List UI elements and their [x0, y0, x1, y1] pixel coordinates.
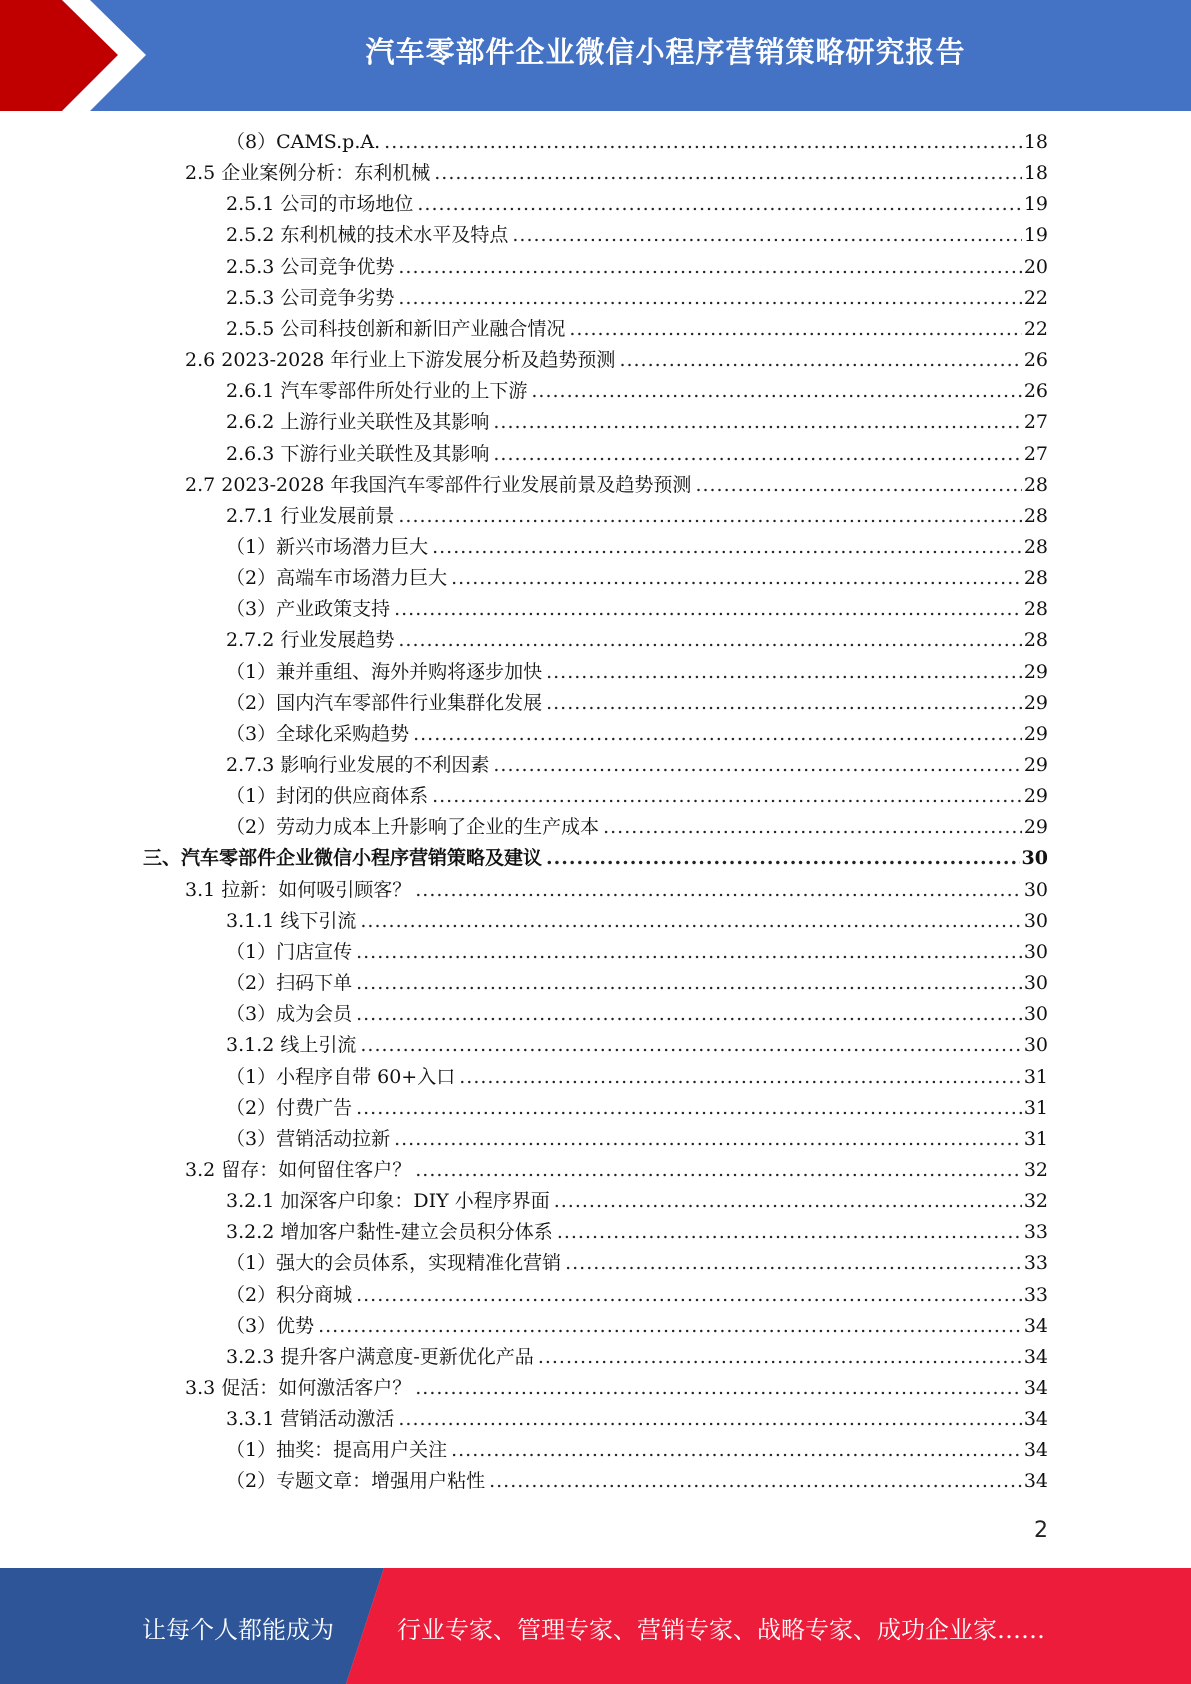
toc-entry-page: 19 — [1023, 193, 1048, 216]
toc-leader-dots — [417, 189, 1021, 220]
toc-entry[interactable] — [185, 345, 1048, 376]
toc-leader-dots — [394, 1124, 1022, 1155]
toc-entry[interactable] — [226, 314, 1048, 345]
toc-entry[interactable] — [226, 252, 1048, 283]
toc-entry-title: （8）CAMS.p.A. — [226, 131, 381, 153]
toc-entry-title: 2.7 2023-2028 年我国汽车零部件行业发展前景及趋势预测 — [185, 473, 692, 496]
toc-leader-dots — [415, 1373, 1022, 1404]
toc-entry[interactable] — [226, 1248, 1048, 1279]
toc-entry-title: 3.1 拉新：如何吸引顾客？ — [185, 878, 412, 901]
toc-entry[interactable] — [226, 1404, 1048, 1435]
toc-entry-title: （2）劳动力成本上升影响了企业的生产成本 — [226, 816, 600, 839]
toc-entry[interactable] — [226, 1311, 1048, 1342]
toc-entry-page: 20 — [1023, 255, 1048, 278]
toc-entry-page: 30 — [1023, 909, 1048, 932]
toc-leader-dots — [512, 220, 1021, 251]
toc-entry-title: 2.7.3 影响行业发展的不利因素 — [226, 754, 490, 776]
toc-entry[interactable] — [226, 1186, 1048, 1217]
toc-entry[interactable] — [226, 906, 1048, 937]
toc-leader-dots — [538, 1342, 1022, 1373]
toc-entry-title: 2.5.2 东利机械的技术水平及特点 — [226, 224, 509, 247]
toc-entry[interactable] — [226, 937, 1048, 968]
toc-entry-title: （2）高端车市场潜力巨大 — [226, 567, 448, 590]
toc-leader-dots — [384, 127, 1022, 158]
toc-entry[interactable] — [185, 158, 1048, 189]
toc-entry-page: 33 — [1023, 1252, 1048, 1275]
toc-entry-page: 26 — [1023, 380, 1048, 403]
toc-entry-page: 30 — [1023, 940, 1048, 963]
toc-entry-page: 30 — [1021, 847, 1048, 870]
toc-entry-title: 3.1.2 线上引流 — [226, 1034, 357, 1057]
toc-entry-title: （2）扫码下单 — [226, 972, 353, 995]
toc-leader-dots — [619, 345, 1021, 376]
toc-entry[interactable] — [226, 439, 1048, 470]
toc-entry[interactable] — [226, 594, 1048, 625]
toc-leader-dots — [394, 594, 1022, 625]
toc-leader-dots — [398, 625, 1021, 656]
footer-slogan-right: 行业专家、管理专家、营销专家、战略专家、成功企业家…… — [397, 1616, 1045, 1644]
toc-entry[interactable] — [226, 189, 1048, 220]
toc-entry-page: 28 — [1023, 473, 1048, 496]
toc-entry-title: （2）专题文章：增强用户粘性 — [226, 1470, 486, 1493]
toc-entry[interactable] — [185, 470, 1048, 501]
toc-entry-title: 2.5.3 公司竞争优势 — [226, 255, 395, 278]
toc-entry[interactable] — [226, 1062, 1048, 1093]
toc-entry[interactable] — [226, 1280, 1048, 1311]
toc-entry-page: 29 — [1023, 816, 1048, 839]
toc-leader-dots — [356, 999, 1022, 1030]
toc-entry[interactable] — [226, 968, 1048, 999]
toc-entry[interactable] — [226, 563, 1048, 594]
toc-entry-page: 19 — [1023, 224, 1048, 247]
report-title: 汽车零部件企业微信小程序营销策略研究报告 — [365, 35, 966, 69]
toc-entry-page: 29 — [1023, 660, 1048, 683]
toc-leader-dots — [603, 812, 1022, 843]
footer-slogan-left: 让每个人都能成为 — [142, 1616, 334, 1644]
toc-entry-title: （1）强大的会员体系，实现精准化营销 — [226, 1252, 562, 1275]
page-number: 2 — [1034, 1518, 1048, 1543]
toc-entry[interactable] — [226, 1342, 1048, 1373]
toc-leader-dots — [360, 906, 1021, 937]
toc-entry[interactable] — [226, 719, 1048, 750]
toc-entry-page: 31 — [1023, 1127, 1048, 1150]
toc-entry-page: 28 — [1023, 504, 1048, 527]
toc-entry-title: （1）小程序自带 60+入口 — [226, 1065, 456, 1088]
toc-entry-page: 33 — [1023, 1283, 1048, 1306]
toc-leader-dots — [451, 1435, 1022, 1466]
toc-entry-title: 3.2.3 提升客户满意度-更新优化产品 — [226, 1345, 534, 1368]
toc-entry-title: 2.5 企业案例分析：东利机械 — [185, 162, 431, 185]
toc-leader-dots — [432, 781, 1022, 812]
toc-entry-page: 30 — [1023, 972, 1048, 995]
toc-entry[interactable] — [226, 532, 1048, 563]
toc-entry-title: （3）产业政策支持 — [226, 598, 391, 621]
toc-entry-page: 29 — [1023, 691, 1048, 714]
toc-entry[interactable] — [226, 283, 1048, 314]
toc-entry-page: 29 — [1023, 785, 1048, 808]
toc-leader-dots — [398, 252, 1021, 283]
toc-entry[interactable] — [226, 1093, 1048, 1124]
toc-entry-title: （2）国内汽车零部件行业集群化发展 — [226, 691, 543, 714]
toc-leader-dots — [546, 843, 1020, 874]
toc-entry-page: 22 — [1023, 286, 1048, 309]
toc-entry[interactable] — [143, 843, 1048, 874]
red-chevron-decoration — [0, 0, 160, 111]
toc-entry-page: 31 — [1023, 1096, 1048, 1119]
toc-entry[interactable] — [185, 1373, 1048, 1404]
toc-leader-dots — [398, 1404, 1021, 1435]
toc-entry[interactable] — [226, 1217, 1048, 1248]
toc-entry[interactable] — [226, 812, 1048, 843]
toc-entry[interactable] — [226, 376, 1048, 407]
toc-entry[interactable] — [226, 688, 1048, 719]
toc-entry-page: 32 — [1023, 1158, 1048, 1181]
toc-entry-page: 27 — [1023, 442, 1048, 465]
toc-entry[interactable] — [226, 127, 1048, 158]
toc-entry[interactable] — [226, 220, 1048, 251]
toc-entry-page: 28 — [1023, 629, 1048, 652]
toc-entry-title: 2.6.1 汽车零部件所处行业的上下游 — [226, 380, 528, 403]
toc-leader-dots — [493, 407, 1021, 438]
toc-entry-title: 3.1.1 线下引流 — [226, 909, 357, 932]
toc-entry-title: （1）封闭的供应商体系 — [226, 785, 429, 808]
toc-leader-dots — [557, 1217, 1022, 1248]
toc-entry[interactable] — [226, 625, 1048, 656]
toc-entry-title: 2.5.3 公司竞争劣势 — [226, 286, 395, 309]
toc-entry-page: 26 — [1023, 349, 1048, 372]
toc-leader-dots — [413, 719, 1022, 750]
toc-entry-page: 33 — [1023, 1221, 1048, 1244]
toc-entry-page: 34 — [1023, 1470, 1048, 1493]
toc-entry-page: 34 — [1023, 1314, 1048, 1337]
toc-entry-title: 三、汽车零部件企业微信小程序营销策略及建议 — [143, 847, 543, 870]
toc-entry-title: （3）营销活动拉新 — [226, 1127, 391, 1150]
toc-leader-dots — [360, 1030, 1021, 1061]
toc-leader-dots — [356, 1280, 1022, 1311]
toc-entry-title: （1）新兴市场潜力巨大 — [226, 535, 429, 558]
toc-entry-page: 34 — [1023, 1377, 1048, 1399]
toc-leader-dots — [398, 283, 1021, 314]
toc-leader-dots — [493, 439, 1021, 470]
toc-leader-dots — [356, 968, 1022, 999]
toc-entry[interactable] — [226, 407, 1048, 438]
toc-entry-page: 34 — [1023, 1439, 1048, 1462]
toc-entry-title: 2.6 2023-2028 年行业上下游发展分析及趋势预测 — [185, 349, 616, 372]
toc-leader-dots — [432, 532, 1022, 563]
toc-entry[interactable] — [226, 781, 1048, 812]
toc-entry-page: 32 — [1023, 1190, 1048, 1213]
toc-leader-dots — [356, 937, 1022, 968]
toc-entry-title: 2.7.2 行业发展趋势 — [226, 629, 395, 652]
toc-entry-page: 27 — [1023, 411, 1048, 434]
toc-entry-page: 28 — [1023, 567, 1048, 590]
toc-entry-page: 31 — [1023, 1065, 1048, 1088]
toc-entry-title: 3.3.1 营销活动激活 — [226, 1408, 395, 1431]
toc-leader-dots — [415, 1155, 1022, 1186]
toc-leader-dots — [569, 314, 1021, 345]
page-footer — [0, 1568, 1191, 1684]
toc-leader-dots — [318, 1311, 1022, 1342]
toc-entry[interactable] — [226, 1435, 1048, 1466]
toc-entry-page: 34 — [1023, 1345, 1048, 1368]
toc-entry[interactable] — [226, 501, 1048, 532]
toc-leader-dots — [459, 1062, 1022, 1093]
toc-leader-dots — [565, 1248, 1022, 1279]
toc-entry-title: 2.6.2 上游行业关联性及其影响 — [226, 411, 490, 434]
toc-entry-page: 30 — [1023, 1003, 1048, 1026]
toc-entry-title: 3.2.2 增加客户黏性-建立会员积分体系 — [226, 1221, 553, 1244]
toc-leader-dots — [415, 875, 1022, 906]
toc-entry[interactable] — [226, 657, 1048, 688]
toc-entry[interactable] — [226, 750, 1048, 781]
toc-leader-dots — [531, 376, 1021, 407]
toc-leader-dots — [554, 1186, 1022, 1217]
toc-entry-title: 2.6.3 下游行业关联性及其影响 — [226, 442, 490, 465]
toc-entry[interactable] — [226, 1030, 1048, 1061]
toc-entry-title: （2）付费广告 — [226, 1096, 353, 1119]
toc-leader-dots — [546, 688, 1022, 719]
toc-entry-title: 2.7.1 行业发展前景 — [226, 504, 395, 527]
toc-entry-title: 3.3 促活：如何激活客户？ — [185, 1377, 412, 1399]
toc-entry-page: 34 — [1023, 1408, 1048, 1431]
toc-entry-title: （1）门店宣传 — [226, 940, 353, 963]
toc-entry-title: 3.2.1 加深客户印象：DIY 小程序界面 — [226, 1190, 550, 1213]
toc-entry[interactable] — [185, 1155, 1048, 1186]
toc-entry-page: 30 — [1023, 1034, 1048, 1057]
toc-leader-dots — [493, 750, 1021, 781]
toc-entry[interactable] — [185, 875, 1048, 906]
toc-entry-title: 3.2 留存：如何留住客户？ — [185, 1158, 412, 1181]
toc-entry[interactable] — [226, 1466, 1048, 1497]
toc-entry-page: 28 — [1023, 535, 1048, 558]
toc-entry-page: 29 — [1023, 754, 1048, 776]
toc-leader-dots — [695, 470, 1021, 501]
toc-entry-title: （3）成为会员 — [226, 1003, 353, 1026]
page-header — [0, 0, 1191, 111]
toc-leader-dots — [489, 1466, 1022, 1497]
toc-entry-page: 28 — [1023, 598, 1048, 621]
toc-entry-title: （3）全球化采购趋势 — [226, 722, 410, 745]
toc-leader-dots — [356, 1093, 1022, 1124]
toc-entry-title: 2.5.1 公司的市场地位 — [226, 193, 414, 216]
toc-entry-page: 18 — [1023, 162, 1048, 185]
toc-leader-dots — [434, 158, 1022, 189]
toc-leader-dots — [546, 657, 1022, 688]
toc-leader-dots — [451, 563, 1022, 594]
toc-entry[interactable] — [226, 999, 1048, 1030]
toc-entry-title: （3）优势 — [226, 1314, 315, 1337]
toc-entry-title: （2）积分商城 — [226, 1283, 353, 1306]
toc-entry-page: 22 — [1023, 317, 1048, 340]
toc-entry[interactable] — [226, 1124, 1048, 1155]
toc-entry-title: 2.5.5 公司科技创新和新旧产业融合情况 — [226, 317, 566, 340]
toc-entry-page: 18 — [1023, 131, 1048, 153]
toc-leader-dots — [398, 501, 1021, 532]
toc-entry-title: （1）抽奖：提高用户关注 — [226, 1439, 448, 1462]
toc-entry-title: （1）兼并重组、海外并购将逐步加快 — [226, 660, 543, 683]
toc-entry-page: 30 — [1023, 878, 1048, 901]
toc-entry-page: 29 — [1023, 722, 1048, 745]
